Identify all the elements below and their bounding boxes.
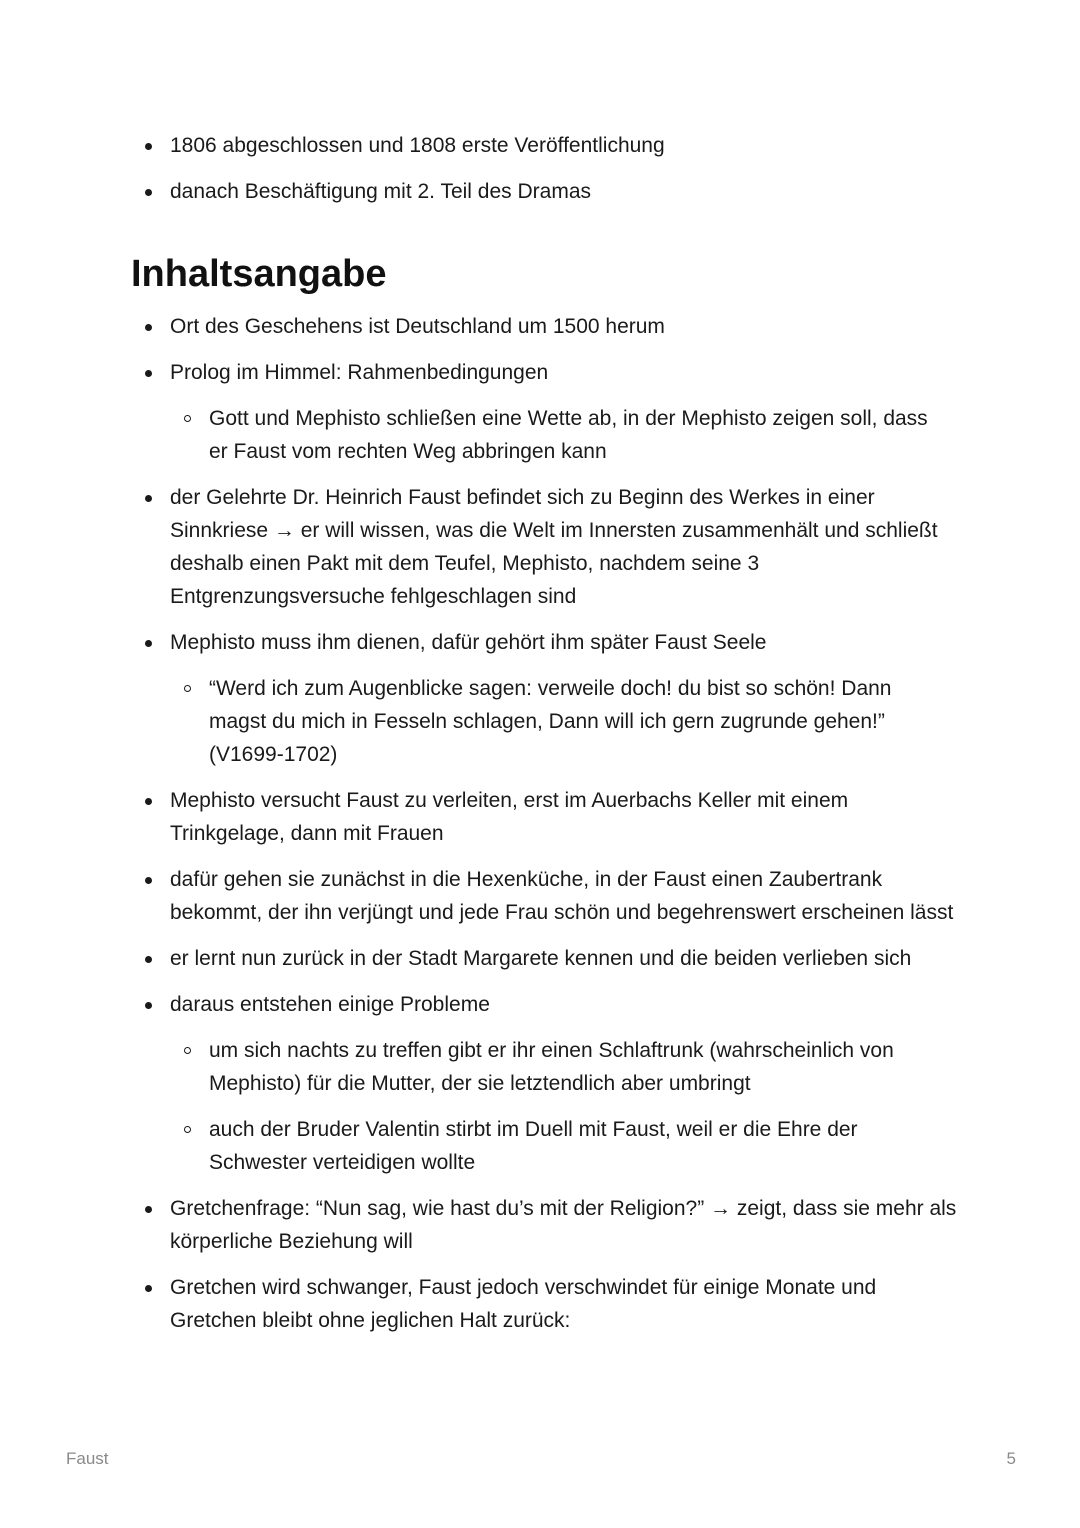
list-item: Mephisto versucht Faust zu verleiten, erst im Auerbachs Keller mit einem Trinkgelage, dann mit Frauen <box>0 784 960 850</box>
list-item: daraus entstehen einige Probleme <box>0 988 960 1021</box>
list-item: Gretchenfrage: “Nun sag, wie hast du’s mit der Religion?” → zeigt, dass sie mehr als körperliche Beziehung will <box>0 1192 970 1258</box>
list-item: 1806 abgeschlossen und 1808 erste Veröffentlichung <box>0 129 960 162</box>
list-item: Prolog im Himmel: Rahmenbedingungen <box>0 356 960 389</box>
sub-list-item: auch der Bruder Valentin stirbt im Duell mit Faust, weil er die Ehre der Schwester verteidigen wollte <box>0 1113 949 1179</box>
footer-title: Faust <box>66 1449 109 1468</box>
intro-bullet-list <box>0 129 960 221</box>
summary-bullet-list <box>0 310 970 1350</box>
quote-list-item: “Werd ich zum Augenblicke sagen: verweile doch! du bist so schön! Dann magst du mich in Fesseln schlagen, Dann will ich gern zugrunde gehen!” (V1699-1702) <box>0 672 949 771</box>
list-item: dafür gehen sie zunächst in die Hexenküche, in der Faust einen Zaubertrank bekommt, der ihn verjüngt und jede Frau schön und begehrenswert erscheinen lässt <box>0 863 960 929</box>
list-item: Gretchen wird schwanger, Faust jedoch verschwindet für einige Monate und Gretchen bleibt ohne jeglichen Halt zurück: <box>0 1271 960 1337</box>
sub-list-item: Gott und Mephisto schließen eine Wette ab, in der Mephisto zeigen soll, dass er Faust vom rechten Weg abbringen kann <box>0 402 949 468</box>
list-item: der Gelehrte Dr. Heinrich Faust befindet sich zu Beginn des Werkes in einer Sinnkriese → er will wissen, was die Welt im Innersten zusammenhält und schließt deshalb einen Pakt mit dem Teufel, Mephisto, nachdem seine 3 Entgrenzungsversuche fehlgeschlagen sind <box>0 481 960 613</box>
list-item: er lernt nun zurück in der Stadt Margarete kennen und die beiden verlieben sich <box>0 942 970 975</box>
list-item: danach Beschäftigung mit 2. Teil des Dramas <box>0 175 960 208</box>
list-item: Ort des Geschehens ist Deutschland um 1500 herum <box>0 310 960 343</box>
sub-list-item: um sich nachts zu treffen gibt er ihr einen Schlaftrunk (wahrscheinlich von Mephisto) für die Mutter, der sie letztendlich aber umbringt <box>0 1034 949 1100</box>
page-number: 5 <box>1006 1449 1016 1468</box>
section-heading: Inhaltsangabe <box>131 253 387 295</box>
list-item: Mephisto muss ihm dienen, dafür gehört ihm später Faust Seele <box>0 626 960 659</box>
